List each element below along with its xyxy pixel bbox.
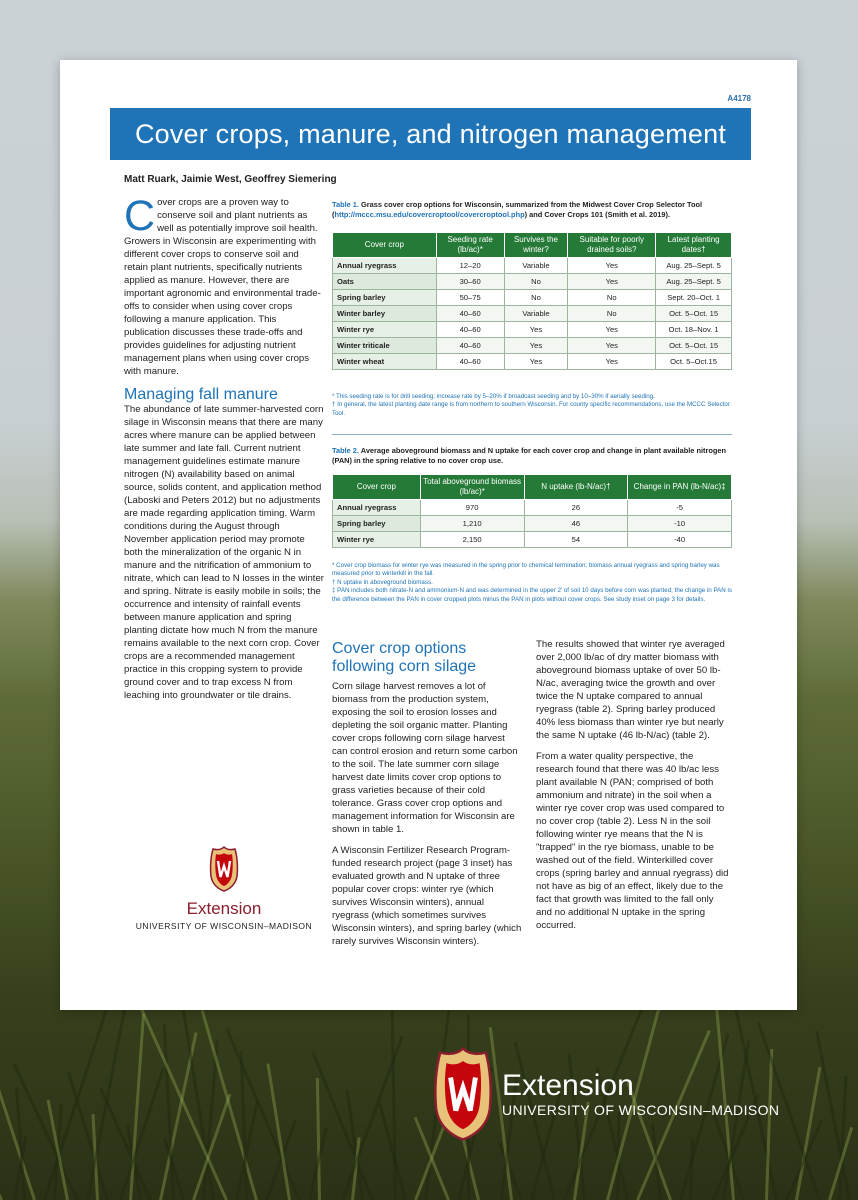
table1-cell: Variable	[504, 258, 568, 274]
corn-leaf	[390, 988, 397, 1200]
section-heading-fall-manure: Managing fall manure	[124, 386, 278, 403]
table1-cell: Winter wheat	[333, 354, 437, 370]
table1-cell: Oats	[333, 274, 437, 290]
middle-column	[332, 640, 522, 956]
table1-cell: 40–60	[436, 322, 504, 338]
table1-cell: Spring barley	[333, 290, 437, 306]
table1-footnotes: * This seeding rate is for drill seeding; increase rate by 5–20% if broadcast seeding and by 10–30% if aerially seeding. † In general, the latest planting date range is from northern to southern Wisconsin. For county specific recommendations, use the MCCC Selector Tool.	[332, 393, 730, 417]
document-title: Cover crops, manure, and nitrogen management	[110, 108, 751, 160]
table1-row	[333, 338, 732, 354]
table1-cell: Winter rye	[333, 322, 437, 338]
footer-extension-wordmark: Extension	[502, 1069, 634, 1102]
table2-cell: 46	[524, 516, 628, 532]
corn-leaf	[0, 1145, 3, 1200]
corn-leaf	[179, 994, 215, 1200]
table1-row	[333, 354, 732, 370]
table1-cell: Yes	[504, 354, 568, 370]
table2-cell: Winter rye	[333, 532, 421, 548]
table1-cell: Winter triticale	[333, 338, 437, 354]
table1-cell: Winter barley	[333, 306, 437, 322]
corn-leaf	[316, 1078, 321, 1200]
table2-caption: Table 2. Average aboveground biomass and N uptake for each cover crop and change in plant available nitrogen (PAN) in the spring relative to no cover crop use.	[332, 446, 727, 465]
publication-number: A4178	[727, 94, 751, 103]
document-page	[60, 60, 797, 1010]
table1-cell: Yes	[568, 258, 656, 274]
selector-tool-link[interactable]: http://mccc.msu.edu/covercroptool/covercroptool.php	[334, 210, 525, 219]
table1-cell: Yes	[568, 274, 656, 290]
table2-header: N uptake (lb-N/ac)†	[524, 475, 628, 500]
corn-leaf	[815, 1031, 851, 1200]
table1-cell: 40–60	[436, 338, 504, 354]
table1-cell: Oct. 18–Nov. 1	[656, 322, 732, 338]
table1-header: Survives the winter?	[504, 233, 568, 258]
table1-cell: Oct. 5–Oct. 15	[656, 306, 732, 322]
table1-cell: No	[568, 306, 656, 322]
table1-cell: Aug. 25–Sept. 5	[656, 258, 732, 274]
table2-row	[333, 516, 732, 532]
right-column	[536, 638, 732, 940]
table1-cell: Oct. 5–Oct.15	[656, 354, 732, 370]
footer-extension-logo	[432, 1046, 779, 1142]
table1-cell: Sept. 20–Oct. 1	[656, 290, 732, 306]
table1-row	[333, 258, 732, 274]
body-paragraph: From a water quality perspective, the research found that there was 40 lb/ac less plant available N (PAN; comprised of both ammonium and nitrate) in the soil when a winter rye cover crop was used compared to no cover crop (table 2). Less N in the soil following winter rye means that the N is "trapped" in the rye biomass, unable to be washed out of the field. Winterkilled cover crops (spring barley and annual ryegrass) did not have as big of an effect, likely due to the fact that growth was limited to the fall only and no additional N uptake in the spring occurred.	[536, 751, 729, 931]
table1-cell: Oct. 5–Oct. 15	[656, 338, 732, 354]
divider	[332, 434, 732, 435]
table2-cell: Spring barley	[333, 516, 421, 532]
table1-header: Latest planting dates†	[656, 233, 732, 258]
table1-header-row	[333, 233, 732, 258]
table1-cell: 40–60	[436, 306, 504, 322]
table2-body	[333, 500, 732, 548]
table1-row	[333, 290, 732, 306]
table1-cell: Annual ryegrass	[333, 258, 437, 274]
uw-crest-icon	[209, 846, 239, 892]
table2	[332, 474, 732, 548]
table2-cell: 54	[524, 532, 628, 548]
table2-header: Total aboveground biomass (lb/ac)*	[420, 475, 524, 500]
table1-cell: 30–60	[436, 274, 504, 290]
table1-cell: Yes	[568, 338, 656, 354]
body-paragraph: Corn silage harvest removes a lot of biomass from the production system, exposing the soil to erosion losses and depleting the soil organic matter. Planting cover crops following corn silage harvest can control erosion and return some carbon to the soil. The late summer corn silage harvest date limits cover crop options to grass varieties because of their cold tolerance. Grass cover crop options and management information for Wisconsin are shown in table 1.	[332, 681, 518, 835]
table1-cell: Yes	[568, 322, 656, 338]
table1-row	[333, 322, 732, 338]
table2-cell: Annual ryegrass	[333, 500, 421, 516]
table2-header: Change in PAN (lb-N/ac)‡	[628, 475, 732, 500]
table2-cell: 26	[524, 500, 628, 516]
table1-caption: Table 1. Grass cover crop options for Wisconsin, summarized from the Midwest Cover Crop Selector Tool (http://mccc.msu.edu/covercroptool/covercroptool.php) and Cover Crops 101 (Smith et al. 2019).	[332, 200, 703, 219]
table2-cell: 970	[420, 500, 524, 516]
table1	[332, 232, 732, 370]
table1-row	[333, 306, 732, 322]
table1-cell: Yes	[504, 338, 568, 354]
corn-leaf	[43, 1001, 110, 1200]
table1-cell: 40–60	[436, 354, 504, 370]
table1-header: Cover crop	[333, 233, 437, 258]
corn-leaf	[86, 1005, 127, 1200]
table1-cell: Aug. 25–Sept. 5	[656, 274, 732, 290]
footer-university-wordmark: UNIVERSITY OF WISCONSIN–MADISON	[502, 1102, 780, 1118]
table2-header-row	[333, 475, 732, 500]
corn-leaf	[225, 1028, 300, 1200]
table2-row	[333, 500, 732, 516]
section-heading-cover-crop-options: Cover crop options following corn silage	[332, 640, 477, 675]
fall-manure-text: The abundance of late summer-harvested corn silage in Wisconsin means that there are many acres where manure can be applied between late summer and late fall. Current nutrient management guidelines estimate manure nitrogen (N) availability based on animal source, solids content, and application method (Laboski and Peters 2012) but no adjustments are made regarding application timing. Warm conditions during the August through November application period may promote both the mineralization of the organic N in manure and the nitrification of ammonium to nitrate, which can lead to N losses in the winter and spring. Nitrate is easily mobile in soils; the occurrence and intensity of rainfall events between manure application and spring planting dictate how much N from the manure remains available to the next corn crop. Cover crops are a recommended management practice in this cropping system to provide ground cover and to trap excess N from leaching into groundwater or tile drains.	[124, 404, 324, 701]
table1-cell: Yes	[504, 322, 568, 338]
intro-paragraph: Cover crops are a proven way to conserve soil and plant nutrients as well as potentially improve soil health. Growers in Wisconsin are experimenting with different cover crops to conserve soil and retain plant nutrients, specifically nutrients applied as manure. However, there are important agronomic and environmental trade-offs to consider when using cover crops following a manure application. This publication discusses these trade-offs and provides guidelines for adjusting nutrient management plans when using cover crops with manure.	[124, 192, 321, 377]
table1-cell: No	[504, 290, 568, 306]
table1-header: Seeding rate (lb/ac)*	[436, 233, 504, 258]
table1-cell: Yes	[568, 354, 656, 370]
extension-logo	[124, 846, 324, 931]
table2-cell: 2,150	[420, 532, 524, 548]
table1-cell: No	[504, 274, 568, 290]
table1-body	[333, 258, 732, 370]
university-wordmark: UNIVERSITY OF WISCONSIN–MADISON	[135, 921, 313, 931]
uw-crest-icon	[432, 1046, 494, 1142]
drop-cap: C	[124, 192, 156, 240]
corn-leaf	[312, 1052, 374, 1200]
body-paragraph: The results showed that winter rye averaged over 2,000 lb/ac of dry matter biomass with aboveground biomass uptake of over 50 lb-N/ac, averaging twice the growth and over twice the N uptake compared to annual ryegrass (table 2). Spring barley produced 40% less biomass than winter rye but nearly the same N uptake (46 lb-N/ac) (table 2).	[536, 639, 725, 741]
table2-cell: 1,210	[420, 516, 524, 532]
authors: Matt Ruark, Jaimie West, Geoffrey Siemering	[124, 174, 337, 185]
table1-cell: 12–20	[436, 258, 504, 274]
table1-row	[333, 274, 732, 290]
table2-header: Cover crop	[333, 475, 421, 500]
body-paragraph: A Wisconsin Fertilizer Research Program-funded research project (page 3 inset) has evaluated growth and N uptake of three popular cover crops: winter rye (which survives Wisconsin winters), annual ryegrass (which sometimes survives Wisconsin winters), and spring barley (which rarely survives Wisconsin winters).	[332, 845, 522, 947]
table1-cell: No	[568, 290, 656, 306]
extension-wordmark: Extension	[186, 899, 262, 918]
table2-cell: -10	[628, 516, 732, 532]
table1-cell: 50–75	[436, 290, 504, 306]
table2-row	[333, 532, 732, 548]
table2-footnotes: * Cover crop biomass for winter rye was measured in the spring prior to chemical termination; biomass annual ryegrass and spring barley was measured prior to winterkill in the fall. † N uptake in aboveground biomass. ‡ PAN includes both nitrate-N and ammonium-N and was determined in the upper 2' of soil 10 days before corn was planted; the change in PAN is the difference between the PAN in cover cropped plots minus the PAN in plots without cover crops. See study inset on page 3 for details.	[332, 562, 732, 603]
table1-header: Suitable for poorly drained soils?	[568, 233, 656, 258]
left-column	[124, 192, 324, 702]
table2-cell: -40	[628, 532, 732, 548]
table1-cell: Variable	[504, 306, 568, 322]
table2-cell: -5	[628, 500, 732, 516]
